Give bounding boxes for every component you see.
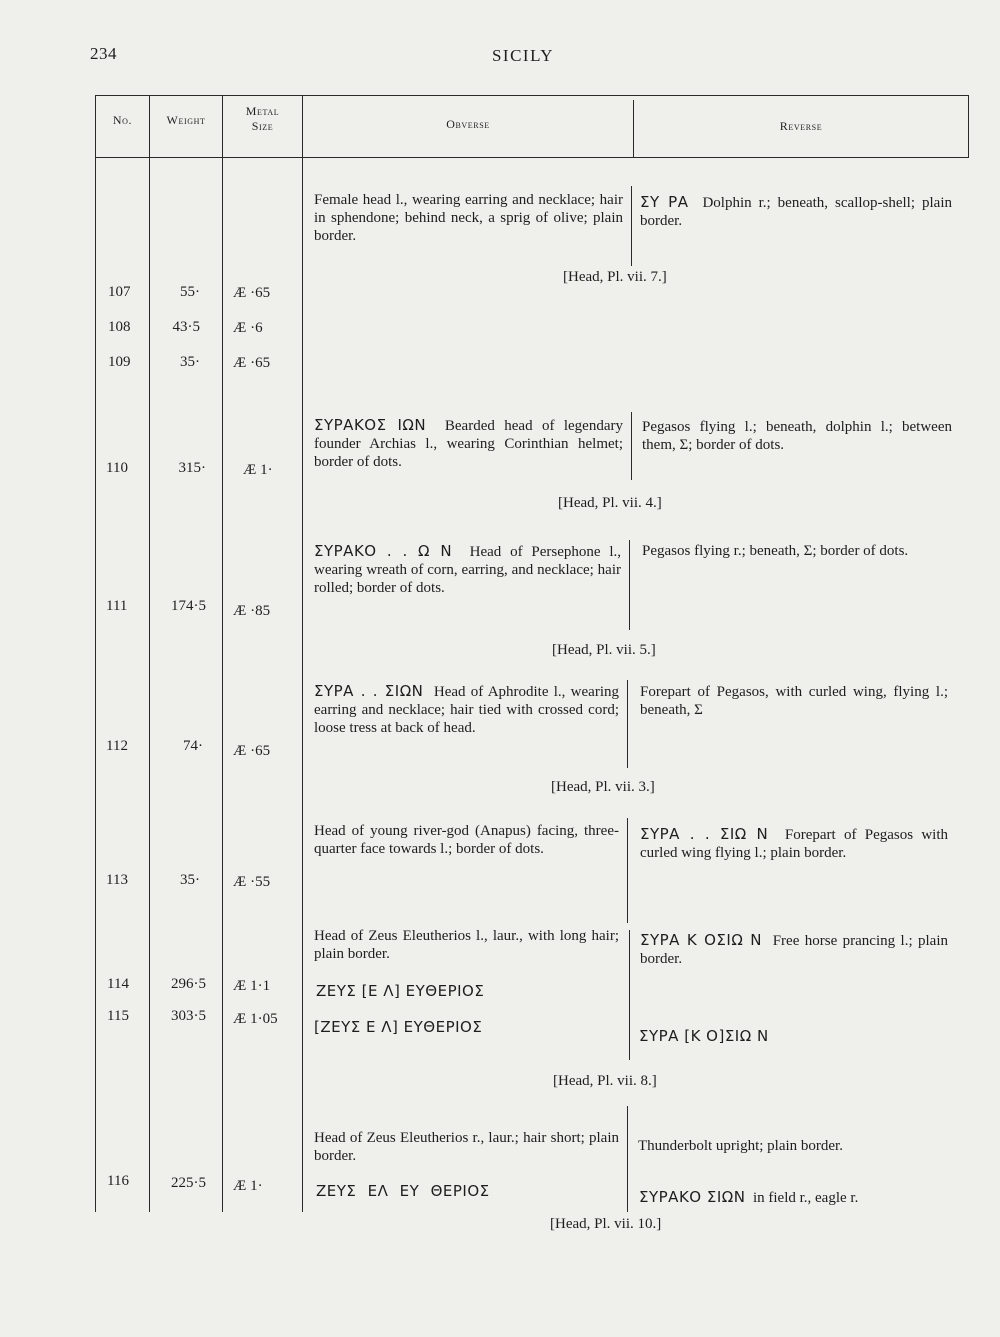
- coin-no: 116: [107, 1173, 129, 1189]
- plate-reference: [Head, Pl. vii. 10.]: [550, 1216, 662, 1232]
- coin-no: 114: [107, 976, 129, 992]
- obverse-legend: ΣΥΡΑΚΟΣ ΙΩΝ: [314, 416, 427, 434]
- reverse-description: Forepart of Pegasos, with curled wing, flying l.; beneath, Σ: [640, 684, 948, 718]
- header-bottom-rule: [95, 157, 968, 158]
- coin-weight: 55·: [180, 284, 200, 300]
- reverse-legend-115: ΣΥΡΑ [Κ Ο]ΣΙΩ Ν: [639, 1027, 769, 1045]
- coin-weight: 174·5: [171, 598, 206, 614]
- coin-metal-size: Æ 1·: [233, 1178, 263, 1194]
- coin-no: 112: [106, 738, 128, 754]
- reverse-description: Thunderbolt upright; plain border.: [638, 1138, 843, 1154]
- obverse-legend-115: [ΖΕΥΣ Ε Λ] ΕΥΘΕΡΙΟΣ: [314, 1018, 483, 1036]
- table-top-rule: [95, 95, 968, 96]
- divider-group-2: [631, 412, 632, 480]
- plate-reference: [Head, Pl. vii. 7.]: [563, 269, 667, 285]
- plate-reference: [Head, Pl. vii. 8.]: [553, 1073, 657, 1089]
- coin-no: 108: [108, 319, 131, 335]
- reverse-legend: ΣΥ ΡΑ: [640, 193, 689, 211]
- reverse-description: ΣΥΡΑ Κ ΟΣΙΩ Ν Free horse prancing l.; plain border.: [640, 931, 949, 967]
- coin-weight: 303·5: [171, 1008, 206, 1024]
- coin-weight: 225·5: [171, 1175, 206, 1191]
- coin-weight: 74·: [183, 738, 203, 754]
- divider-group-5: [627, 818, 628, 923]
- coin-weight: 296·5: [171, 976, 206, 992]
- reverse-legend: ΣΥΡΑΚΟ ΣΙΩΝ: [639, 1188, 746, 1206]
- coin-metal-size: Æ 1·05: [233, 1011, 278, 1027]
- divider-group-1: [631, 186, 632, 266]
- plate-reference: [Head, Pl. vii. 3.]: [551, 779, 655, 795]
- coin-metal-size: Æ ·65: [233, 743, 271, 759]
- coin-metal-size: Æ ·6: [233, 320, 263, 336]
- column-rule-metal: [222, 95, 223, 1212]
- coin-no: 109: [108, 354, 131, 370]
- page-number: 234: [90, 44, 117, 63]
- header-weight: Weight: [166, 113, 206, 127]
- header-metal-line1: Metal: [245, 104, 280, 118]
- reverse-description: ΣΥ ΡΑ Dolphin r.; beneath, scallop-shell; plain border.: [640, 193, 953, 229]
- coin-no: 111: [106, 598, 128, 614]
- obverse-legend: ΣΥΡΑ . . ΣΙΩΝ: [314, 682, 424, 700]
- divider-group-6: [629, 930, 630, 1060]
- coin-metal-size: Æ 1·: [243, 462, 273, 478]
- coin-no: 115: [107, 1008, 129, 1024]
- coin-weight: 315·: [178, 460, 206, 476]
- divider-group-7: [627, 1106, 628, 1212]
- obverse-description: Head of Zeus Eleutherios r., laur.; hair short; plain border.: [314, 1130, 619, 1164]
- coin-no: 107: [108, 284, 131, 300]
- reverse-description: Pegasos flying l.; beneath, dolphin l.; between them, Σ; border of dots.: [642, 419, 952, 453]
- plate-reference: [Head, Pl. vii. 4.]: [558, 495, 662, 511]
- obverse-description: ΣΥΡΑΚΟ . . Ω Ν Head of Persephone l., wearing wreath of corn, earring, and necklace; hair rolled; border of dots.: [314, 542, 621, 596]
- header-metal-line2: Size: [251, 119, 274, 133]
- reverse-description: ΣΥΡΑ . . ΣΙΩ Ν Forepart of Pegasos with curled wing flying l.; plain border.: [640, 825, 949, 861]
- coin-no: 113: [106, 872, 128, 888]
- obverse-description: ΣΥΡΑΚΟΣ ΙΩΝ Bearded head of legendary founder Archias l., wearing Corinthian helmet; border of dots.: [314, 416, 623, 470]
- column-rule-obverse: [302, 95, 303, 1212]
- header-no: No.: [112, 113, 133, 127]
- header-obverse: Obverse: [446, 117, 490, 131]
- obverse-legend-114: ΖΕΥΣ [Ε Λ] ΕΥΘΕΡΙΟΣ: [316, 982, 485, 1000]
- header-metal: [223, 104, 302, 134]
- reverse-description: Pegasos flying r.; beneath, Σ; border of dots.: [642, 543, 909, 559]
- coin-metal-size: Æ ·65: [233, 355, 271, 371]
- reverse-legend: ΣΥΡΑ Κ ΟΣΙΩ Ν: [640, 931, 762, 949]
- divider-group-3: [629, 540, 630, 630]
- header-reverse: Reverse: [779, 119, 823, 133]
- coin-weight: 35·: [180, 872, 200, 888]
- column-rule-right: [968, 95, 969, 158]
- divider-group-4: [627, 680, 628, 768]
- coin-metal-size: Æ ·65: [233, 285, 271, 301]
- coin-weight: 35·: [180, 354, 200, 370]
- obverse-description: Head of young river-god (Anapus) facing, three-quarter face towards l.; border of dots.: [314, 823, 619, 857]
- reverse-legend-116: ΣΥΡΑΚΟ ΣΙΩΝ in field r., eagle r.: [639, 1188, 859, 1206]
- coin-no: 110: [106, 460, 128, 476]
- running-head: SICILY: [491, 46, 555, 65]
- obverse-description: Head of Zeus Eleutherios l., laur., with long hair; plain border.: [314, 928, 619, 962]
- obverse-legend: ΣΥΡΑΚΟ . . Ω Ν: [314, 542, 453, 560]
- coin-metal-size: Æ ·85: [233, 603, 271, 619]
- column-rule-weight: [149, 95, 150, 1212]
- coin-weight: 43·5: [172, 319, 200, 335]
- reverse-legend: ΣΥΡΑ . . ΣΙΩ Ν: [640, 825, 769, 843]
- coin-metal-size: Æ ·55: [233, 874, 271, 890]
- plate-reference: [Head, Pl. vii. 5.]: [552, 642, 656, 658]
- obverse-description: ΣΥΡΑ . . ΣΙΩΝ Head of Aphrodite l., wearing earring and necklace; hair tied with crossed cord; loose tress at back of head.: [314, 682, 619, 736]
- coin-metal-size: Æ 1·1: [233, 978, 271, 994]
- column-rule-left: [95, 95, 96, 1212]
- obverse-legend-116: ΖΕΥΣ ΕΛ ΕΥ ΘΕΡΙΟΣ: [316, 1182, 490, 1200]
- obverse-description: Female head l., wearing earring and necklace; hair in sphendone; behind neck, a sprig of olive; plain border.: [314, 192, 623, 244]
